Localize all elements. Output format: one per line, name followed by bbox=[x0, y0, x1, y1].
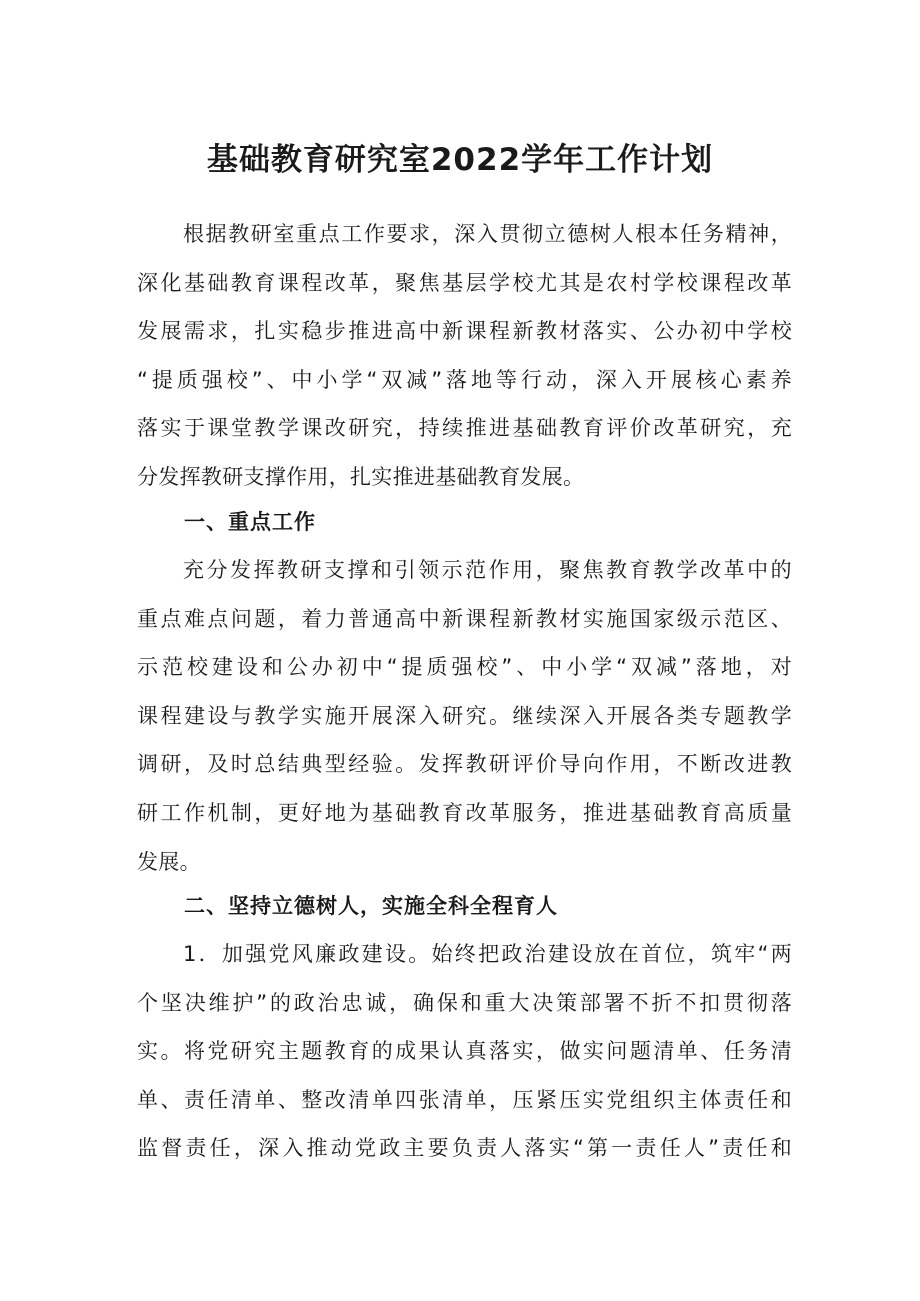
paragraph-line: 深化基础教育课程改革，聚焦基层学校尤其是农村学校课程改革 bbox=[137, 270, 792, 295]
section-heading-1: 一、重点工作 bbox=[184, 510, 316, 534]
paragraph-line: 研工作机制，更好地为基础教育改革服务，推进基础教育高质量 bbox=[137, 800, 792, 825]
paragraph-line: 落实于课堂教学课改研究，持续推进基础教育评价改革研究，充 bbox=[137, 416, 792, 441]
paragraph-line: 调研，及时总结典型经验。发挥教研评价导向作用，不断改进教 bbox=[137, 752, 792, 777]
paragraph-line: 发展。 bbox=[137, 849, 201, 874]
paragraph-line: 实。将党研究主题教育的成果认真落实，做实问题清单、任务清 bbox=[137, 1039, 792, 1064]
paragraph-line: 单、责任清单、整改清单四张清单，压紧压实党组织主体责任和 bbox=[137, 1087, 792, 1112]
paragraph-line: 1．加强党风廉政建设。始终把政治建设放在首位，筑牢“两 bbox=[183, 942, 792, 966]
paragraph-line: 示范校建设和公办初中“提质强校”、中小学“双减”落地，对 bbox=[137, 655, 792, 680]
paragraph-line: 发展需求，扎实稳步推进高中新课程新教材落实、公办初中学校 bbox=[137, 319, 792, 344]
paragraph-line: 个坚决维护”的政治忠诚，确保和重大决策部署不折不扣贯彻落 bbox=[137, 990, 792, 1015]
paragraph-line: 充分发挥教研支撑和引领示范作用，聚焦教育教学改革中的 bbox=[183, 558, 792, 582]
document-title: 基础教育研究室2022学年工作计划 bbox=[206, 142, 714, 178]
paragraph-line: 根据教研室重点工作要求，深入贯彻立德树人根本任务精神， bbox=[183, 222, 792, 246]
intro-paragraph bbox=[137, 210, 792, 502]
paragraph-line: 重点难点问题，着力普通高中新课程新教材实施国家级示范区、 bbox=[137, 606, 792, 631]
section-heading-2: 二、坚持立德树人，实施全科全程育人 bbox=[184, 894, 558, 918]
paragraph-line: 分发挥教研支撑作用，扎实推进基础教育发展。 bbox=[137, 464, 585, 489]
paragraph-line: 监督责任，深入推动党政主要负责人落实“第一责任人”责任和 bbox=[137, 1136, 792, 1161]
section-2-paragraph bbox=[137, 930, 792, 1173]
paragraph-line: “提质强校”、中小学“双减”落地等行动，深入开展核心素养 bbox=[137, 367, 792, 392]
paragraph-line: 课程建设与教学实施开展深入研究。继续深入开展各类专题教学 bbox=[137, 703, 792, 728]
section-1-paragraph bbox=[137, 546, 792, 886]
